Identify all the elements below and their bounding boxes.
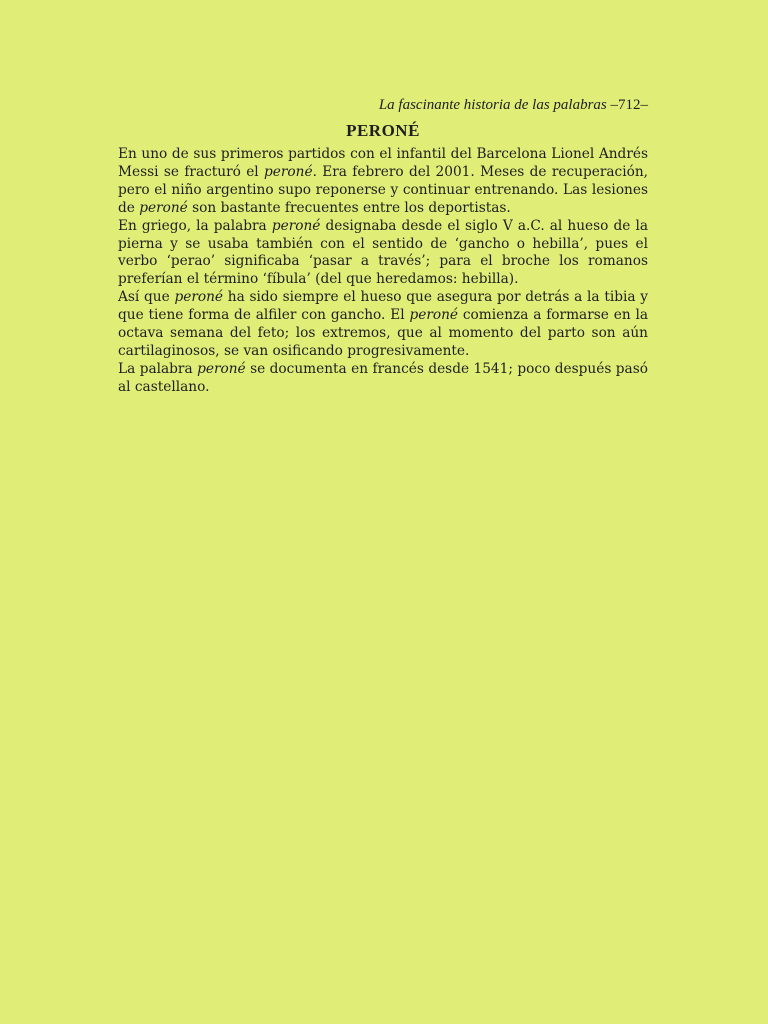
italic-term: peroné — [139, 199, 188, 216]
text-run: son bastante frecuentes entre los deportistas. — [187, 199, 511, 216]
text-run: Así que — [118, 289, 175, 306]
book-title: La fascinante historia de las palabras — [378, 97, 607, 113]
entry-body — [118, 146, 648, 397]
page-content — [118, 95, 648, 397]
text-run: ha sido siempre el hueso que asegura por detrás a la tibia y que tiene forma de alfiler con gancho. El — [118, 289, 648, 324]
italic-term: peroné — [264, 163, 313, 180]
running-header — [118, 95, 648, 115]
text-run: En griego, la palabra — [118, 217, 272, 234]
paragraph — [118, 361, 648, 397]
paragraph — [118, 146, 648, 218]
paragraph — [118, 289, 648, 361]
text-run: . Era febrero del 2001. Meses de recuperación, pero el niño argentino supo reponerse y continuar entrenando. Las lesiones de — [118, 163, 648, 216]
italic-term: peroné — [197, 360, 246, 377]
text-run: designaba desde el siglo V a.C. al hueso de la pierna y se usaba también con el sentido de ‘gancho o hebilla’, pues el verbo ‘perao’ significaba ‘pasar a través’; para el broche los romanos preferían el término ‘fíbula’ (del que heredamos: hebilla). — [118, 217, 649, 288]
text-run: En uno de sus primeros partidos con el infantil del Barcelona Lionel Andrés Messi se fracturó el — [118, 146, 648, 180]
text-run: se documenta en francés desde 1541; poco después pasó al castellano. — [118, 360, 648, 395]
paragraph — [118, 218, 648, 290]
italic-term: peroné — [409, 307, 459, 324]
entry-title: PERONÉ — [346, 121, 420, 140]
text-run: comienza a formarse en la octava semana del feto; los extremos, que al momento del parto son aún cartilaginosos, se van osificando progresivamente. — [118, 307, 649, 359]
text-run: La palabra — [118, 360, 198, 377]
page-number: –712– — [610, 97, 648, 113]
italic-term: peroné — [271, 217, 321, 234]
italic-term: peroné — [174, 289, 224, 306]
